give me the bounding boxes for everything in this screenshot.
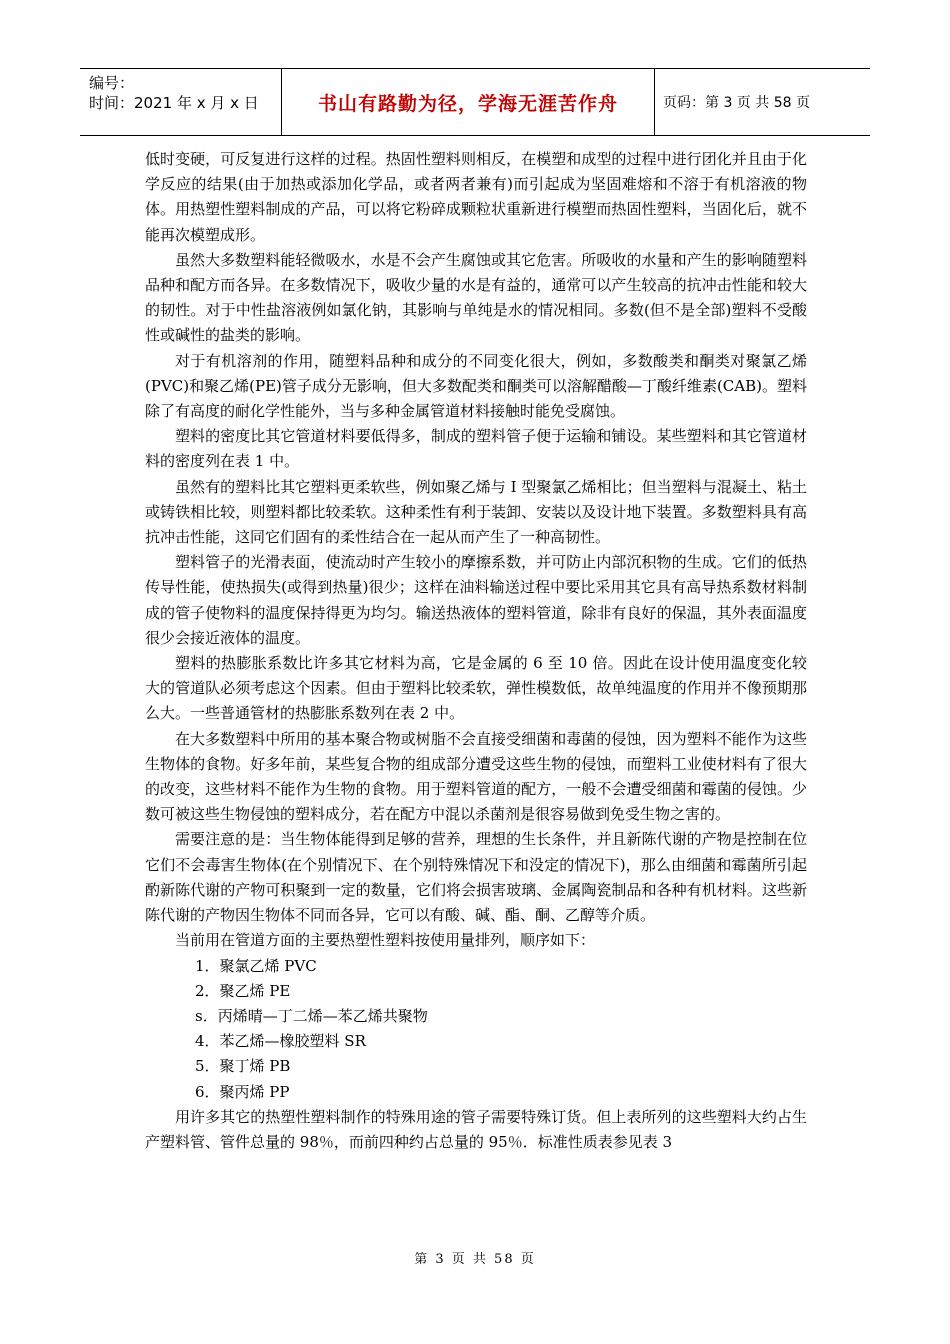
page-header — [80, 68, 870, 136]
page-footer: 第 3 页 共 58 页 — [414, 1252, 536, 1267]
paragraph: 低时变硬，可反复进行这样的过程。热固性塑料则相反，在模塑和成型的过程中进行团化并且由于化学反应的结果(由于加热或添加化学品，或者两者兼有)而引起成为坚固难熔和不溶于有机溶液的物体。用热塑性塑料制成的产品，可以将它粉碎成颗粒状重新进行模塑而热固性塑料，当固化后，就不能再次模塑成形。 — [145, 150, 807, 244]
document-body — [145, 147, 807, 1155]
paragraph: 当前用在管道方面的主要热塑性塑料按使用量排列，顺序如下： — [175, 931, 596, 950]
paragraph: 需要注意的是：当生物体能得到足够的营养，理想的生长条件，并且新陈代谢的产物是控制在位它们不会毒害生物体(在个别情况下、在个别特殊情况下和没定的情况下)，那么由细菌和霉菌所引起酌新陈代谢的产物可积聚到一定的数量，它们将会损害玻璃、金属陶瓷制品和各种有机材料。这些新陈代谢的产物因生物体不同而各异，它可以有酸、碱、酯、酮、乙醇等介质。 — [145, 830, 807, 925]
list-item: 1．聚氯乙烯 PVC — [195, 956, 317, 975]
header-motto: 书山有路勤为径，学海无涯苦作舟 — [282, 69, 655, 135]
list-item: 2．聚乙烯 PE — [195, 981, 291, 1000]
paragraph: 塑料的热膨胀系数比许多其它材料为高，它是金属的 6 至 10 倍。因此在设计使用温度变化较大的管道队必须考虑这个因素。但由于塑料比较柔软，弹性模数低，故单纯温度的作用并不像预期那么大。一些普通管材的热膨胀系数列在表 2 中。 — [145, 654, 807, 723]
list-item: 5．聚丁烯 PB — [195, 1057, 291, 1076]
document-number-label: 编号： — [89, 74, 135, 92]
list-item: s．丙烯晴—丁二烯—苯乙烯共聚物 — [195, 1006, 428, 1025]
paragraph: 虽然有的塑料比其它塑料更柔软些，例如聚乙烯与 I 型聚氯乙烯相比；但当塑料与混凝土、粘土或铸铁相比较，则塑料都比较柔软。这种柔性有利于装卸、安装以及设计地下装置。多数塑料具有高抗冲击性能，这同它们固有的柔性结合在一起从而产生了一种高韧性。 — [145, 477, 807, 547]
paragraph: 在大多数塑料中所用的基本聚合物或树脂不会直接受细菌和毒菌的侵蚀，因为塑料不能作为这些生物体的食物。好多年前，某些复合物的组成部分遭受这些生物的侵蚀，而塑料工业使材料有了很大的改变，这些材料不能作为生物的食物。用于塑料管道的配方，一般不会遭受细菌和霉菌的侵蚀。少数可被这些生物侵蚀的塑料成分，若在配方中混以杀菌剂是很容易做到免受生物之害的。 — [145, 729, 807, 824]
document-time-label: 时间：2021 年 x 月 x 日 — [89, 94, 259, 112]
header-page-number: 页码：第 3 页 共 58 页 — [663, 95, 810, 111]
header-meta — [80, 69, 282, 135]
list-item: 6．聚丙烯 PP — [195, 1082, 290, 1101]
paragraph: 用许多其它的热塑性塑料制作的特殊用途的管子需要特殊订货。但上表所列的这些塑料大约占生产塑料管、管件总量的 98％，而前四种约占总量的 95％．标准性质表参见表 3 — [145, 1107, 807, 1151]
paragraph: 虽然大多数塑料能轻微吸水，水是不会产生腐蚀或其它危害。所吸收的水量和产生的影响随塑料品种和配方而各异。在多数情况下，吸收少量的水是有益的，通常可以产生较高的抗冲击性能和较大的韧性。对于中性盐溶液例如氯化钠，其影响与单纯是水的情况相同。多数(但不是全部)塑料不受酸性或碱性的盐类的影响。 — [145, 250, 807, 345]
paragraph: 塑料管子的光滑表面，使流动时产生较小的摩擦系数，并可防止内部沉积物的生成。它们的低热传导性能，使热损失(或得到热量)很少；这样在油料输送过程中要比采用其它具有高导热系数材料制成的管子使物料的温度保持得更为均匀。输送热液体的塑料管道，除非有良好的保温，其外表面温度很少会接近液体的温度。 — [145, 553, 807, 647]
paragraph: 对于有机溶剂的作用，随塑料品种和成分的不同变化很大，例如，多数酸类和酮类对聚氯乙烯(PVC)和聚乙烯(PE)管子成分无影响，但大多数配类和酮类可以溶解醋酸—丁酸纤维素(CAB)。塑料除了有高度的耐化学性能外，当与多种金属管道材料接触时能免受腐蚀。 — [145, 351, 807, 421]
list-item: 4．苯乙烯—橡胶塑料 SR — [195, 1032, 366, 1051]
paragraph: 塑料的密度比其它管道材料要低得多，制成的塑料管子便于运输和铺设。某些塑料和其它管道材料的密度列在表 1 中。 — [145, 427, 807, 471]
